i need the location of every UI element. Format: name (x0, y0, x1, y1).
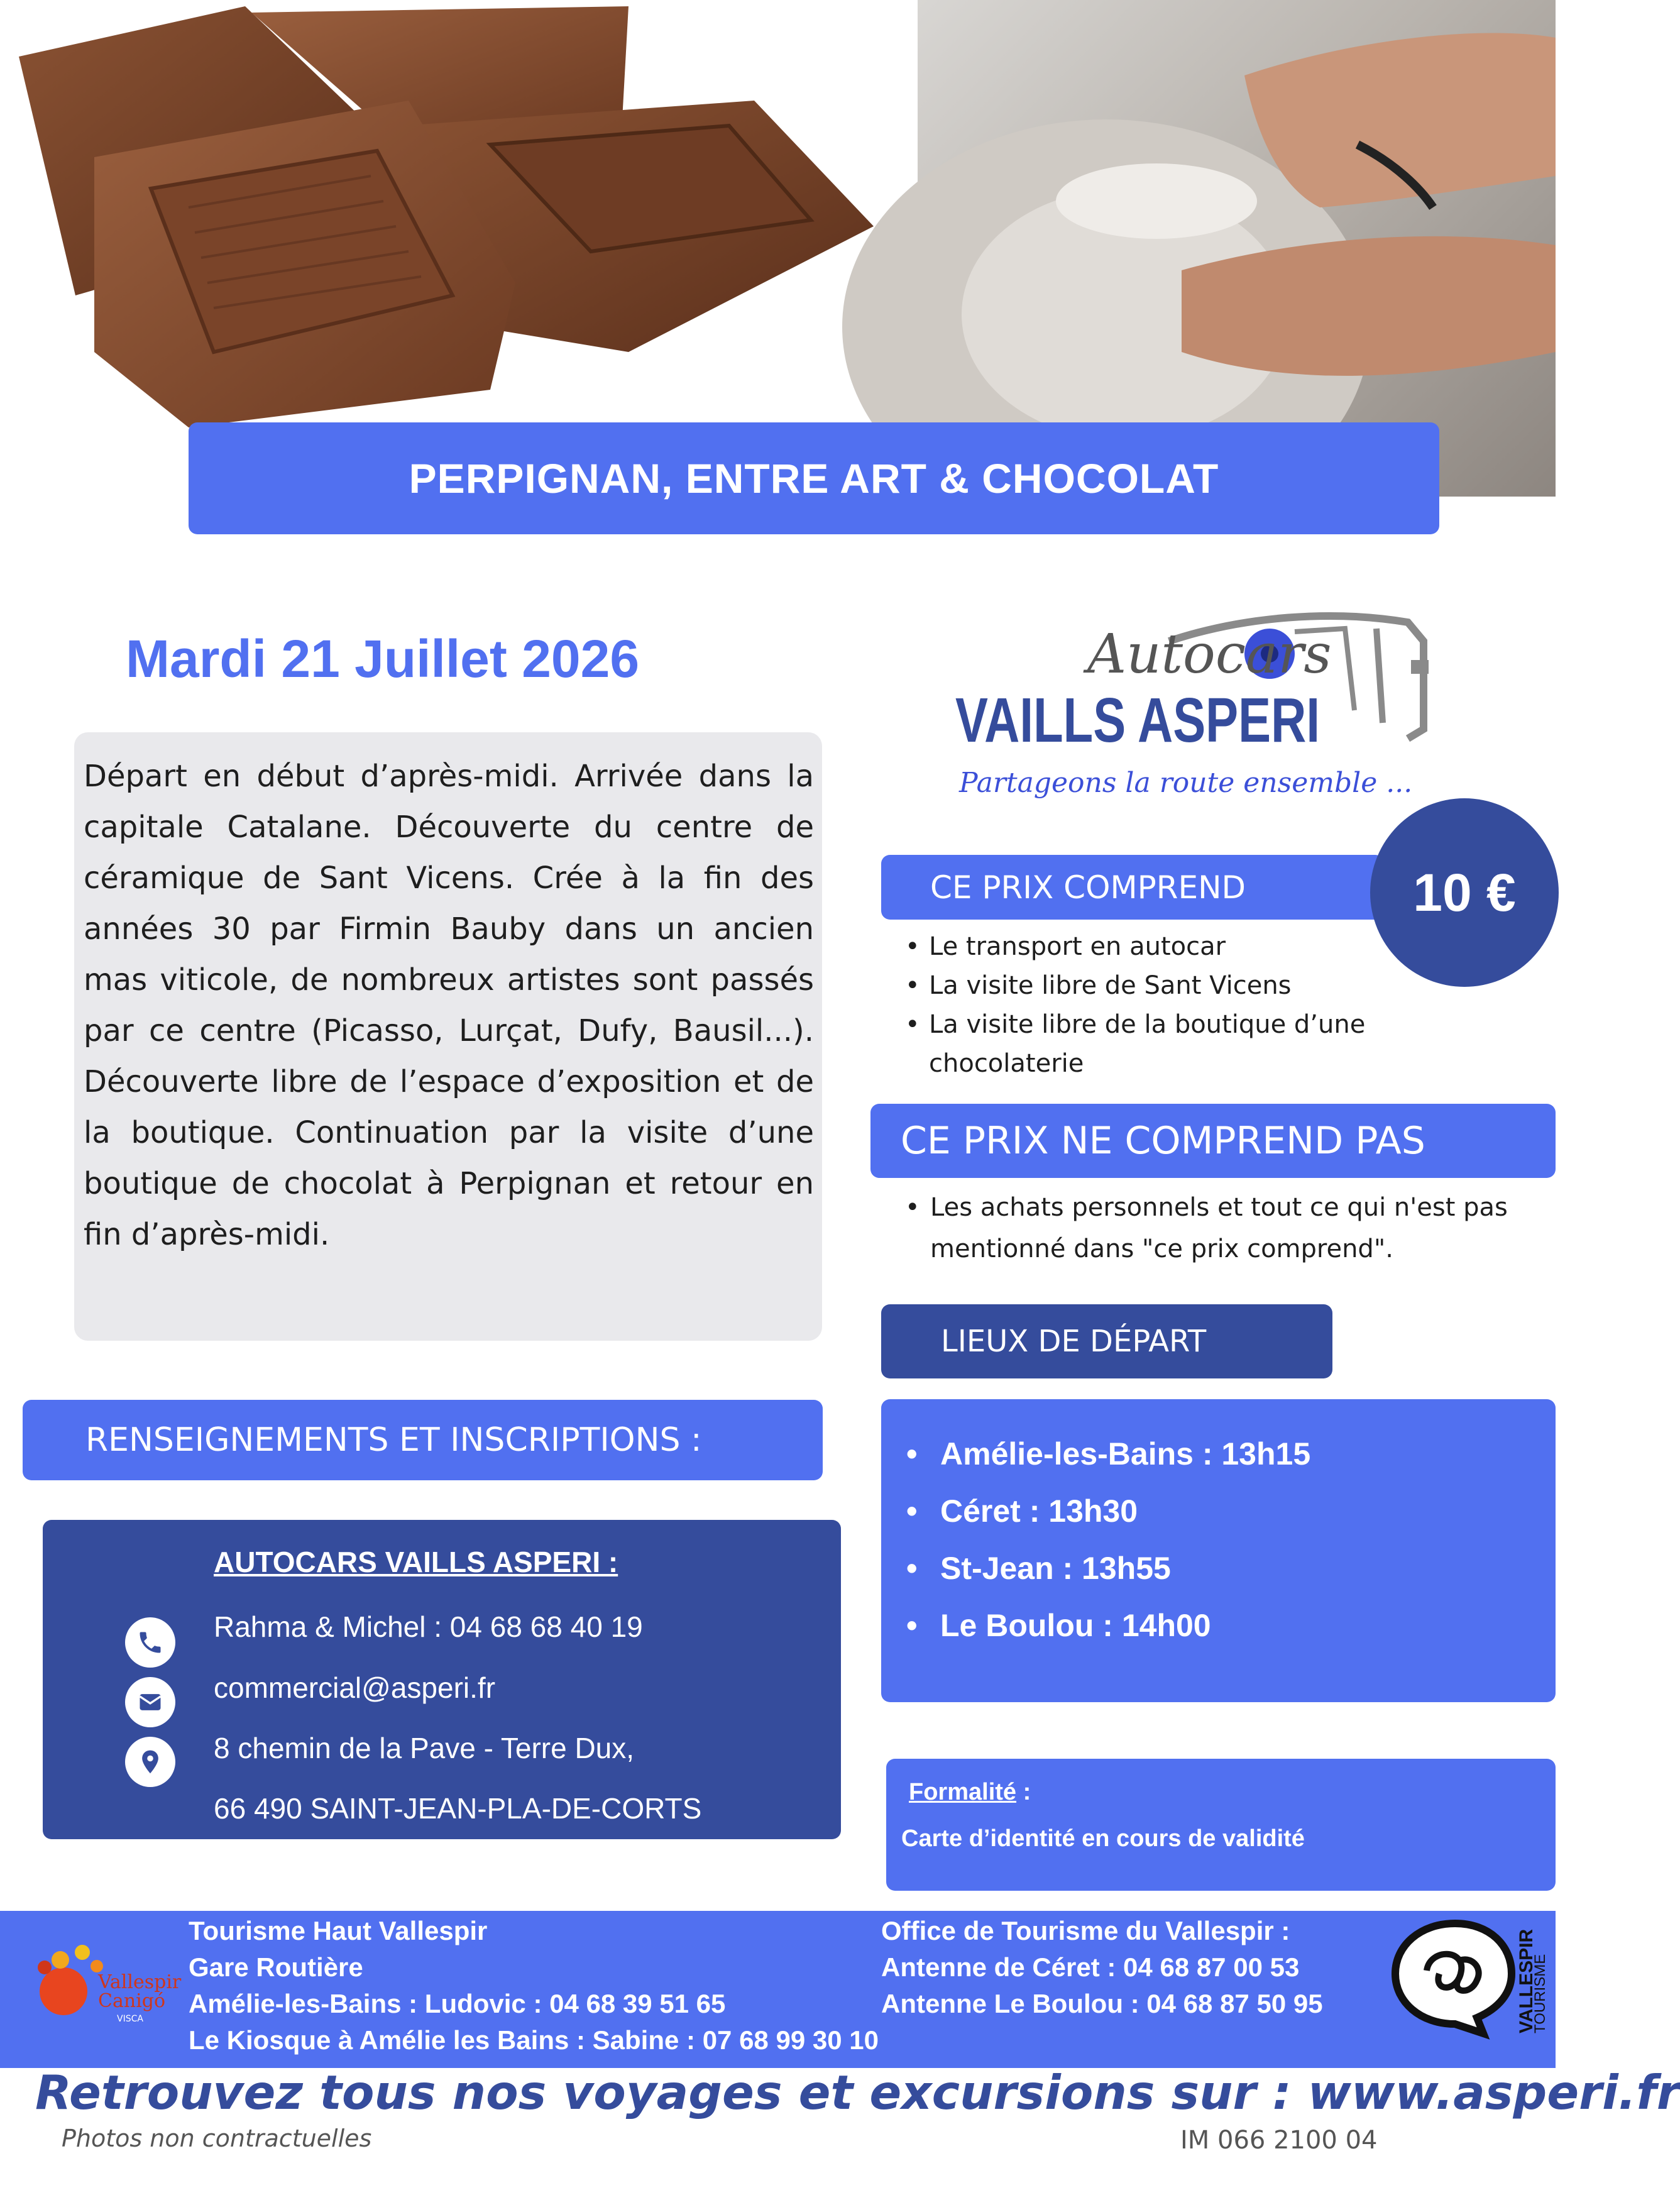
footer-left-line: Le Kiosque à Amélie les Bains : Sabine : 07 68 99 30 10 (189, 2025, 879, 2055)
formality-box (886, 1759, 1556, 1891)
vallespir-logo-text-2: TOURISME (1532, 1954, 1549, 2033)
chocolate-photo (0, 0, 880, 434)
list-item: • La visite libre de la boutique d’une chocolaterie (905, 1005, 1471, 1083)
formality-value: Carte d’identité en cours de validité (901, 1825, 1305, 1852)
title-banner (189, 422, 1439, 534)
list-item: • Les achats personnels et tout ce qui n'est pas mentionné dans "ce prix comprend". (905, 1187, 1540, 1270)
price-amount: 10 € (1413, 862, 1516, 922)
page-title: PERPIGNAN, ENTRE ART & CHOCOLAT (409, 455, 1219, 502)
departures-box (881, 1399, 1556, 1702)
list-item: • Le transport en autocar (905, 927, 1471, 966)
footer-right-line: Antenne de Céret : 04 68 87 00 53 (881, 1952, 1300, 1982)
footer-band (0, 1911, 1556, 2068)
logo-brand: VAILLS ASPERI (955, 685, 1320, 756)
contact-phone: Rahma & Michel : 04 68 68 40 19 (214, 1610, 643, 1643)
logo-script-text: Autocars (1087, 623, 1332, 686)
price-included-header (881, 855, 1384, 920)
phone-icon (125, 1617, 175, 1668)
contact-box (43, 1520, 841, 1839)
contact-address-line2: 66 490 SAINT-JEAN-PLA-DE-CORTS (214, 1792, 702, 1825)
contact-company: AUTOCARS VAILLS ASPERI : (214, 1546, 618, 1578)
list-item: • La visite libre de Sant Vicens (905, 966, 1471, 1005)
price-excluded-header-text: CE PRIX NE COMPREND PAS (901, 1119, 1425, 1163)
logo-tagline: Partageons la route ensemble ... (959, 767, 1413, 799)
departures-list (906, 1426, 1535, 1654)
vaills-asperi-logo (943, 603, 1446, 817)
formality-colon: : (1016, 1779, 1031, 1805)
canigo-logo-text-2: Canigó (98, 1990, 166, 2012)
footer-right-line: Antenne Le Boulou : 04 68 87 50 95 (881, 1989, 1323, 2018)
footer-right-line: Office de Tourisme du Vallespir : (881, 1916, 1290, 1945)
formality-label-text: Formalité (909, 1779, 1017, 1805)
footer-left-line: Amélie-les-Bains : Ludovic : 04 68 39 51 65 (189, 1989, 726, 2018)
disclaimer: Photos non contractuelles (62, 2125, 372, 2152)
departure-item: • St-Jean : 13h55 (906, 1540, 1535, 1597)
departures-header (881, 1304, 1332, 1378)
price-included-header-text: CE PRIX COMPREND (930, 869, 1246, 906)
canigo-logo-text-3: VISCA (117, 2014, 143, 2024)
departure-item: • Amélie-les-Bains : 13h15 (906, 1426, 1535, 1483)
departure-item: • Le Boulou : 14h00 (906, 1597, 1535, 1654)
departure-item: • Céret : 13h30 (906, 1483, 1535, 1540)
price-included-list (905, 927, 1471, 1083)
price-excluded-header (870, 1104, 1556, 1178)
vallespir-canigo-logo (35, 1922, 180, 2029)
location-icon (125, 1737, 175, 1787)
price-excluded-list (905, 1187, 1540, 1270)
license-number: IM 066 2100 04 (1180, 2126, 1378, 2155)
website-line[interactable]: Retrouvez tous nos voyages et excursions sur : www.asperi.fr (35, 2065, 1680, 2120)
description-text: Départ en début d’après-midi. Arrivée dans la capitale Catalane. Découverte du centre de céramique de Sant Vicens. Crée à la fin des années 30 par Firmin Bauby dans un ancien mas viticole, de nombreux artistes sont passés par ce centre (Picasso, Lurçat, Dufy, Bausil...). Découverte libre de l’espace d’exposition et de la boutique. Continuation par la visite d’une boutique de chocolat à Perpignan et retour en fin d’après-midi. (84, 759, 814, 1252)
contact-address-line1: 8 chemin de la Pave - Terre Dux, (214, 1732, 635, 1764)
description-box (74, 732, 822, 1341)
vallespir-tourisme-logo (1383, 1911, 1549, 2037)
canigo-logo-text-1: Vallespir (98, 1971, 182, 1993)
footer-left-line: Tourisme Haut Vallespir (189, 1916, 488, 1945)
contact-email[interactable]: commercial@asperi.fr (214, 1671, 496, 1704)
contact-header-text: RENSEIGNEMENTS ET INSCRIPTIONS : (85, 1421, 702, 1459)
mail-icon (125, 1677, 175, 1727)
contact-header (23, 1400, 823, 1480)
event-date: Mardi 21 Juillet 2026 (126, 629, 640, 688)
departures-header-text: LIEUX DE DÉPART (941, 1324, 1207, 1359)
vallespir-logo-text-1: VALLESPIR (1516, 1928, 1537, 2033)
formality-label (909, 1779, 1031, 1806)
footer-left-line: Gare Routière (189, 1952, 363, 1982)
